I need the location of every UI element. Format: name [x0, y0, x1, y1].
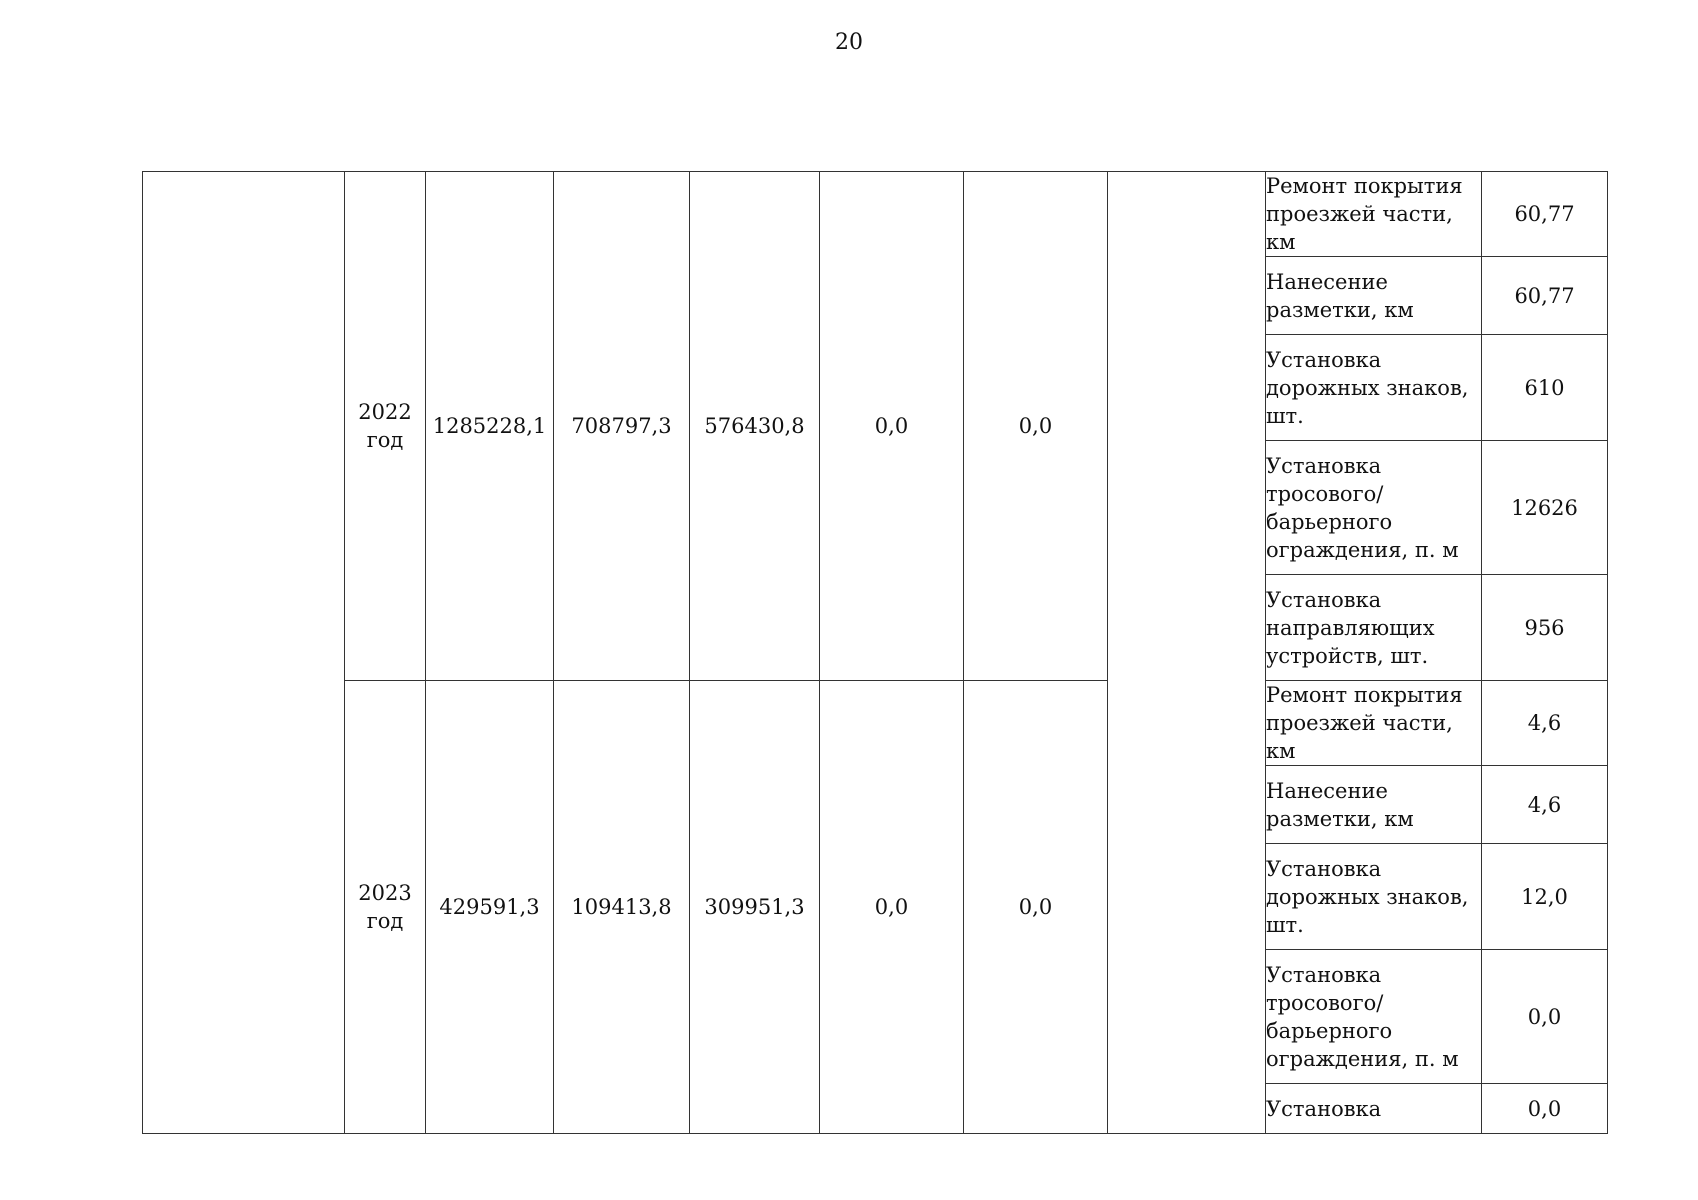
- amount-cell: 708797,3: [554, 172, 690, 681]
- indicator-value: 12,0: [1482, 844, 1608, 950]
- year-cell: [345, 681, 426, 1134]
- amount-cell: 0,0: [820, 172, 964, 681]
- amount-cell: 109413,8: [554, 681, 690, 1134]
- indicator-value: 956: [1482, 575, 1608, 681]
- indicator-label: Ремонт покрытия проезжей части, км: [1266, 172, 1482, 257]
- year-unit: год: [366, 428, 404, 452]
- indicator-value: 12626: [1482, 441, 1608, 575]
- indicator-value: 4,6: [1482, 681, 1608, 766]
- amount-cell: 309951,3: [690, 681, 820, 1134]
- indicator-value: 610: [1482, 335, 1608, 441]
- indicator-label: Установка тросового/ барьерного ограждения, п. м: [1266, 441, 1482, 575]
- indicator-value: 60,77: [1482, 172, 1608, 257]
- empty-cell-result: [1108, 172, 1266, 1134]
- indicator-label: Установка дорожных знаков, шт.: [1266, 844, 1482, 950]
- data-table: [142, 171, 1608, 1134]
- indicator-label: Нанесение разметки, км: [1266, 766, 1482, 844]
- total-cell: 429591,3: [426, 681, 554, 1134]
- indicator-label: Нанесение разметки, км: [1266, 257, 1482, 335]
- amount-cell: 0,0: [964, 681, 1108, 1134]
- amount-cell: 0,0: [964, 172, 1108, 681]
- indicator-label: Установка направляющих устройств, шт.: [1266, 575, 1482, 681]
- year-value: 2023: [358, 881, 412, 905]
- amount-cell: 576430,8: [690, 172, 820, 681]
- indicator-label: Ремонт покрытия проезжей части, км: [1266, 681, 1482, 766]
- total-cell: 1285228,1: [426, 172, 554, 681]
- indicator-value: 0,0: [1482, 1084, 1608, 1134]
- indicator-label: Установка тросового/ барьерного ограждения, п. м: [1266, 950, 1482, 1084]
- indicator-value: 0,0: [1482, 950, 1608, 1084]
- year-unit: год: [366, 909, 404, 933]
- table-row: [143, 681, 1608, 766]
- amount-cell: 0,0: [820, 681, 964, 1134]
- table-row: [143, 172, 1608, 257]
- page-number: 20: [835, 30, 863, 55]
- indicator-label: Установка дорожных знаков, шт.: [1266, 335, 1482, 441]
- indicator-value: 60,77: [1482, 257, 1608, 335]
- indicator-value: 4,6: [1482, 766, 1608, 844]
- empty-cell-name: [143, 172, 345, 1134]
- year-value: 2022: [358, 400, 412, 424]
- indicator-label: Установка: [1266, 1084, 1482, 1134]
- year-cell: [345, 172, 426, 681]
